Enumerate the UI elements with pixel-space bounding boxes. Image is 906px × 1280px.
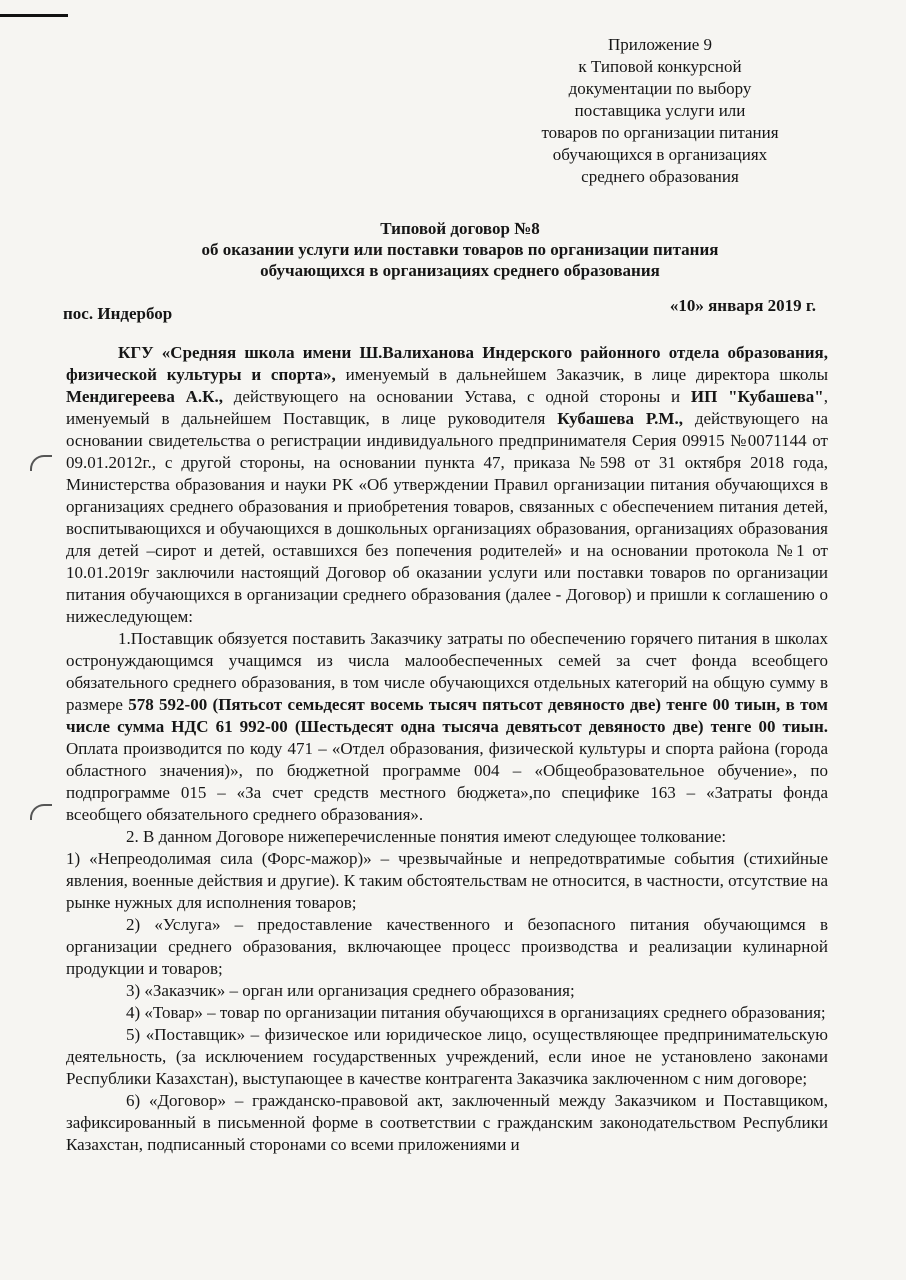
clause-2: 2. В данном Договоре нижеперечисленные понятия имеют следующее толкование:	[126, 827, 727, 846]
title-line: об оказании услуги или поставки товаров по организации питания	[201, 240, 719, 259]
title-line: обучающихся в организациях среднего образования	[260, 261, 660, 280]
contract-amount: 578 592-00 (Пятьсот семьдесят восемь тысяч пятьсот девяносто две) тенге 00 тиын, в том числе сумма НДС 61 992-00 (Шестьдесят одна тысяча девятьсот девяносто две) тенге 00 тиын.	[66, 695, 828, 736]
definition-2: 2) «Услуга» – предоставление качественного и безопасного питания обучающимся в организации среднего образования, включающее процесс производства и реализации кулинарной продукции и товаров;	[66, 915, 828, 978]
punch-hole-mark	[30, 804, 52, 820]
customer-name: КГУ «Средняя школа имени Ш.Валиханова Индерского районного отдела образования, физической культуры и спорта»,	[66, 343, 828, 384]
appendix-line: документации по выбору	[568, 79, 752, 98]
punch-hole-mark	[30, 455, 52, 471]
document-title	[60, 218, 860, 281]
appendix-line: среднего образования	[581, 167, 739, 186]
scan-corner-mark	[0, 14, 68, 17]
intro-paragraph: КГУ «Средняя школа имени Ш.Валиханова Индерского районного отдела образования, физической культуры и спорта», именуемый в дальнейшем Заказчик, в лице директора школы Мендигереева А.К., действующего на основании Устава, с одной стороны и ИП "Кубашева", именуемый в дальнейшем Поставщик, в лице руководителя Кубашева Р.М., действующего на основании свидетельства о регистрации индивидуального предпринимателя Серия 09915 №0071144 от 09.01.2012г., с другой стороны, на основании пункта 47, приказа №598 от 31 октября 2018 года, Министерства образования и науки РК «Об утверждении Правил организации питания обучающихся в организациях среднего образования и приобретения товаров, связанных с обеспечением питания детей, воспитывающихся и обучающихся в дошкольных организациях образования, организациях образования для детей –сирот и детей, оставшихся без попечения родителей» и на основании протокола №1 от 10.01.2019г заключили настоящий Договор об оказании услуги или поставки товаров по организации питания обучающихся в организации среднего образования (далее - Договор) и пришли к соглашению о нижеследующем:	[66, 343, 829, 626]
contract-date: «10» января 2019 г.	[669, 296, 816, 315]
definition-3: 3) «Заказчик» – орган или организация среднего образования;	[126, 981, 575, 1000]
title-line: Типовой договор №8	[380, 219, 540, 238]
appendix-line: обучающихся в организациях	[552, 145, 768, 164]
definition-6: 6) «Договор» – гражданско-правовой акт, заключенный между Заказчиком и Поставщиком, зафиксированный в письменной форме в соответствии с гражданским законодательством Республики Казахстан, подписанный сторонами со всеми приложениями и	[66, 1091, 828, 1154]
definition-1: 1) «Непреодолимая сила (Форс-мажор)» – чрезвычайные и непредотвратимые события (стихийные явления, военные действия и другие). К таким обстоятельствам не относится, в частности, отсутствие на рынке нужных для исполнения товаров;	[66, 849, 828, 912]
definition-4: 4) «Товар» – товар по организации питания обучающихся в организациях среднего образования;	[126, 1003, 826, 1022]
appendix-line: Приложение 9	[608, 35, 712, 54]
appendix-line: поставщика услуги или	[574, 101, 746, 120]
contract-body	[66, 342, 828, 1156]
clause-1: 1.Поставщик обязуется поставить Заказчику затраты по обеспечению горячего питания в школах остронуждающимся учащимся из числа малообеспеченных семей за счет фонда всеобщего обязательного среднего образования, в том числе обучающихся отдельных категорий на общую сумму в размере 578 592-00 (Пятьсот семьдесят восемь тысяч пятьсот девяносто две) тенге 00 тиын, в том числе сумма НДС 61 992-00 (Шестьдесят одна тысяча девятьсот девяносто две) тенге 00 тиын. Оплата производится по коду 471 – «Отдел образования, физической культуры и спорта района (города областного значения)», по бюджетной программе 004 – «Общеобразовательное обучение», по подпрограмме 015 – «За счет средств местного бюджета»,по специфике 163 – «Затраты фонда всеобщего обязательного среднего образования».	[66, 629, 828, 824]
appendix-note	[510, 34, 810, 188]
definition-5: 5) «Поставщик» – физическое или юридическое лицо, осуществляющее предпринимательскую деятельность, (за исключением государственных учреждений, если иное не установлено законами Республики Казахстан), выступающее в качестве контрагента Заказчика заключенном с ним договоре;	[66, 1025, 828, 1088]
contract-place: пос. Индербор	[63, 304, 173, 323]
supplier-name: ИП "Кубашева"	[690, 387, 824, 406]
director-name: Мендигереева А.К.,	[66, 387, 223, 406]
appendix-line: к Типовой конкурсной	[578, 57, 742, 76]
supplier-head-name: Кубашева Р.М.,	[557, 409, 683, 428]
appendix-line: товаров по организации питания	[541, 123, 779, 142]
